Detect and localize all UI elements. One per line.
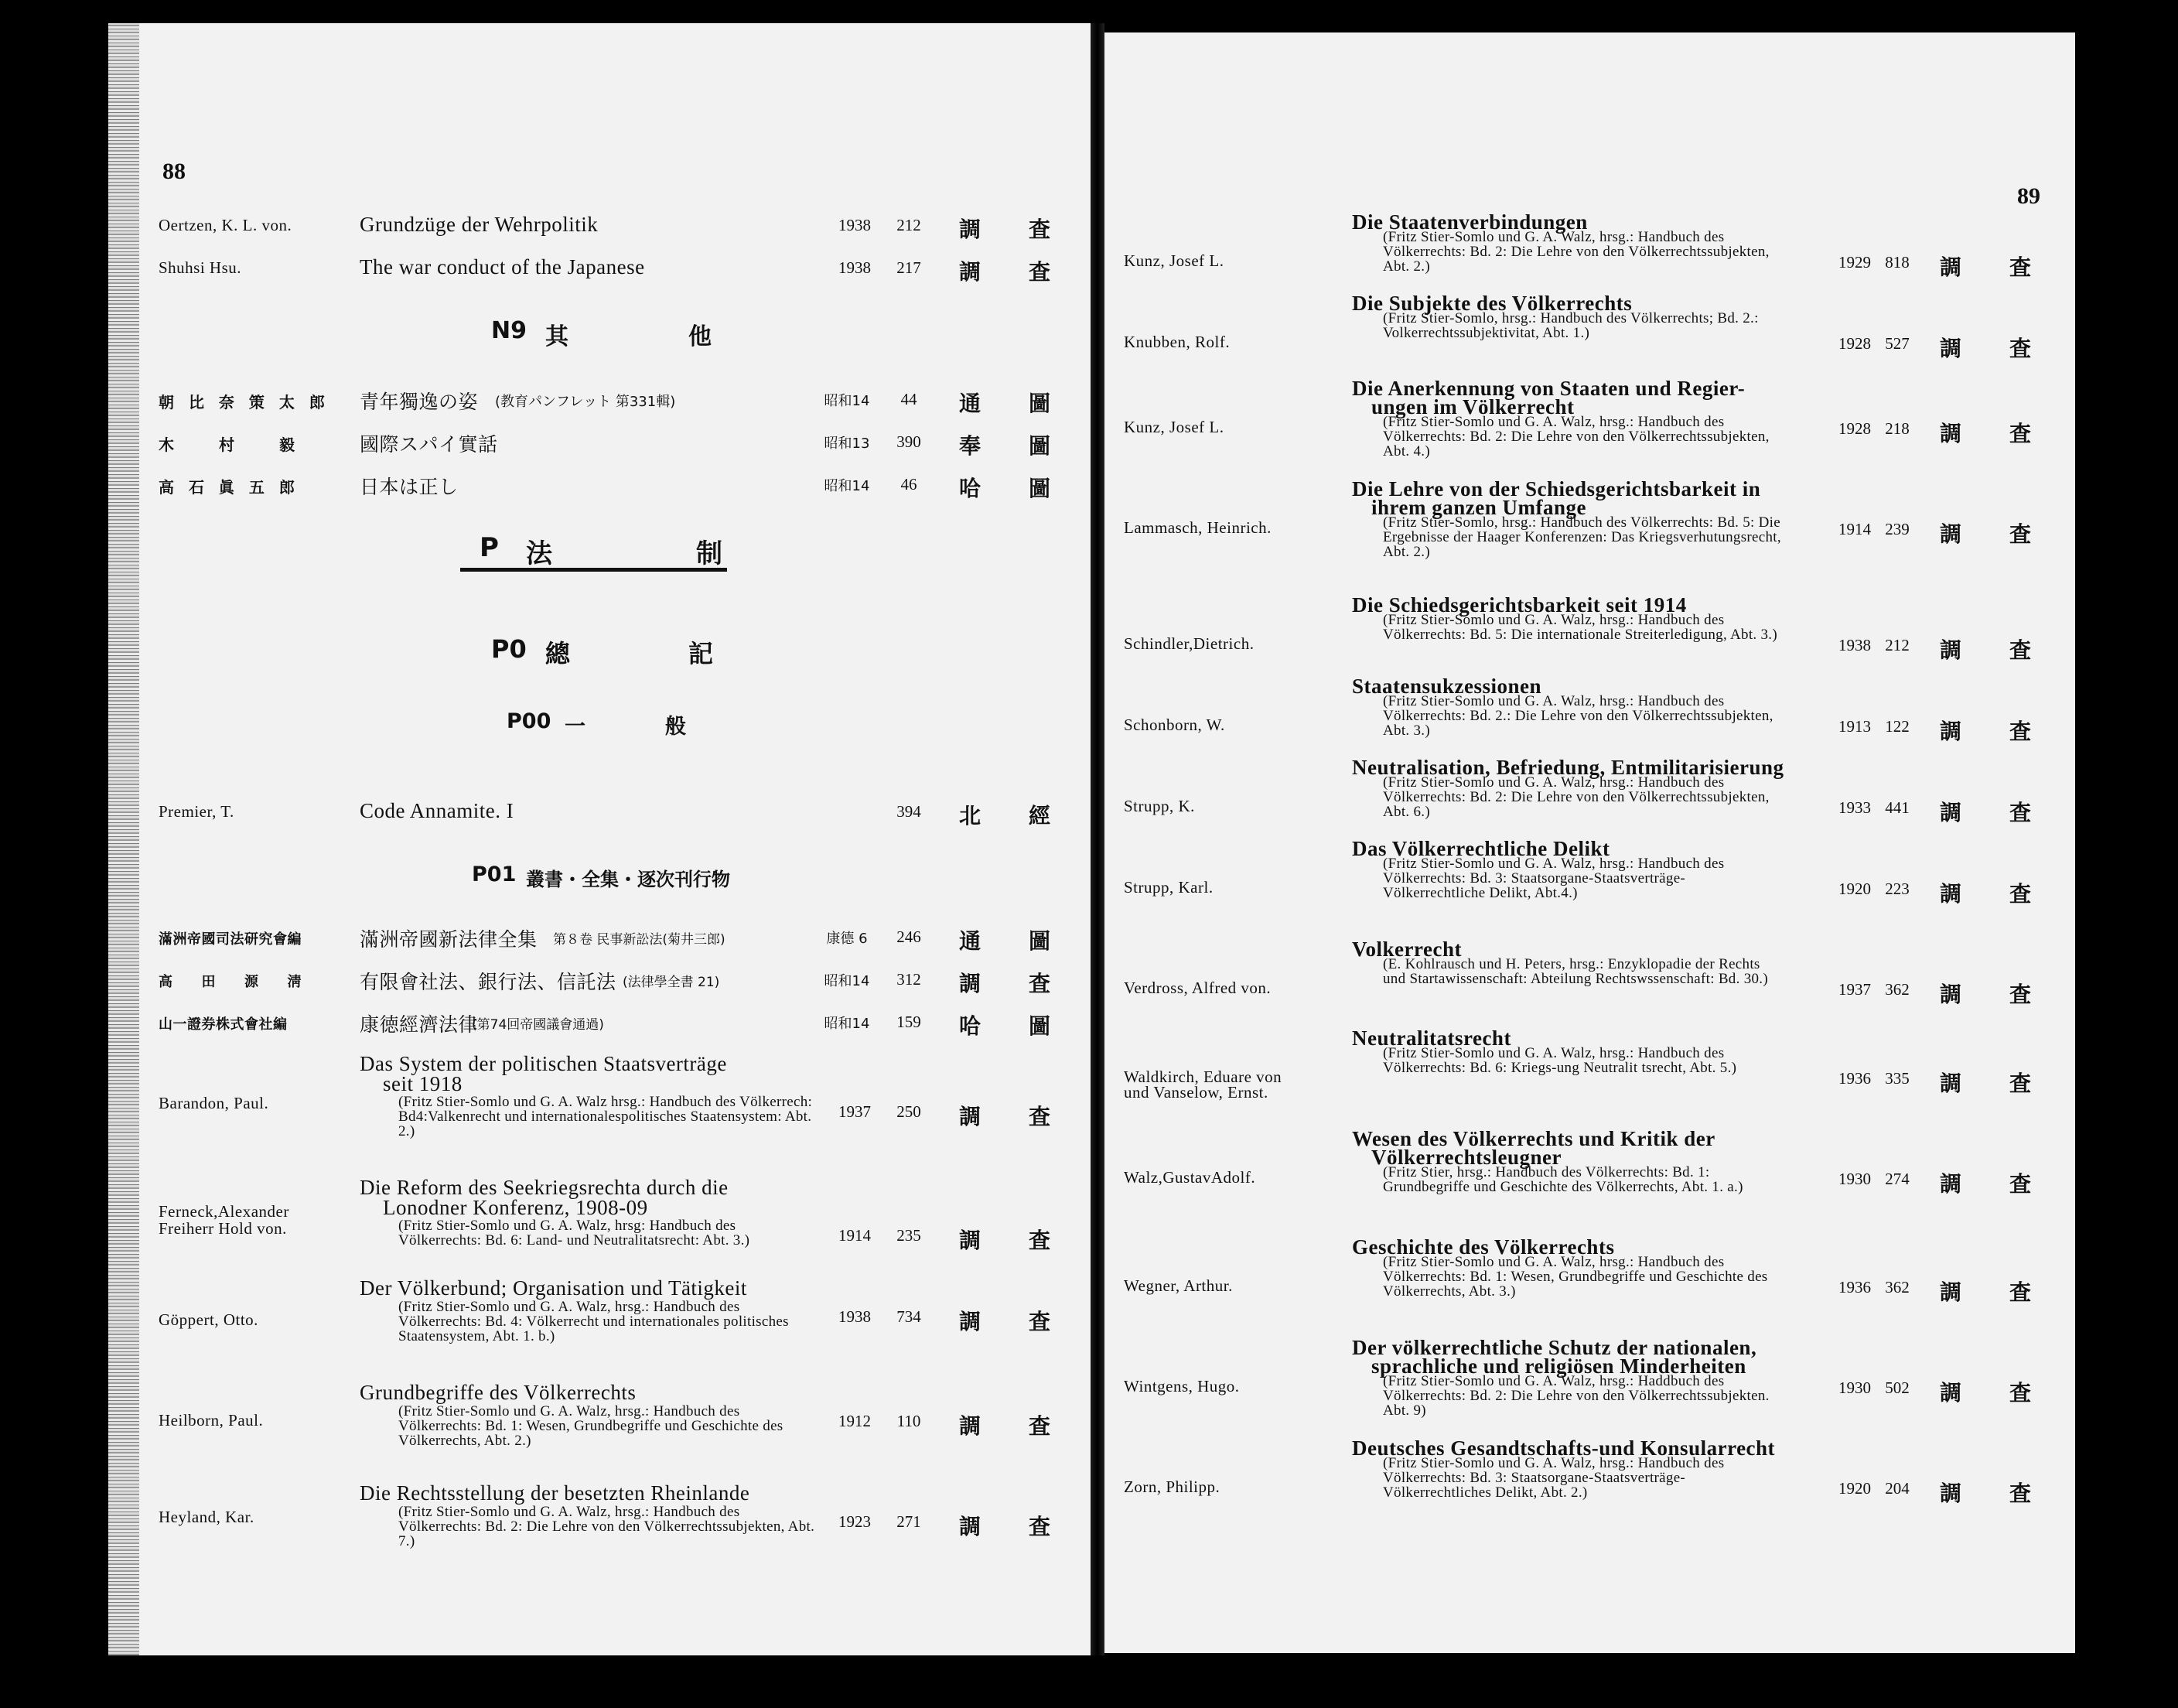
entry-pages: 250 <box>896 1102 921 1121</box>
entry-note: (Fritz Stier-Somlo und G. A. Walz, hrsg.: Handbuch des Völkerrechts: Bd. 6: Kriegs-ung Neutralit tsrecht, Abt. 5.) <box>1383 1045 1737 1076</box>
entry-pages: 204 <box>1885 1479 1910 1498</box>
entry-title: Code Annamite. I <box>360 799 514 822</box>
location-code: 北 <box>959 803 981 828</box>
entry-title: Grundzüge der Wehrpolitik <box>360 213 599 236</box>
classification-code: 査 <box>2009 719 2032 744</box>
classification-code: 査 <box>1029 1514 1051 1539</box>
book-spine <box>1091 23 1104 1655</box>
entry-note: (Fritz Stier-Somlo und G. A. Walz, hrsg.: Handbuch des Völkerrechts: Bd. 1: Wesen, Grundbegriffe und Geschichte des Völkerrechts, Abt. 3.) <box>1383 1254 1768 1300</box>
entry-title: Grundbegriffe des Völkerrechts <box>360 1381 637 1404</box>
entry-year: 昭和14 <box>824 1016 870 1032</box>
classification-code: 圖 <box>1029 928 1051 954</box>
section-code: P01 <box>472 863 517 886</box>
entry-year: 1938 <box>838 216 871 234</box>
entry-title: Die Staatenverbindungen <box>1352 210 1588 234</box>
entry-author: Premier, T. <box>159 802 234 821</box>
entry-author: Heyland, Kar. <box>159 1508 254 1526</box>
page-number: 88 <box>162 159 186 184</box>
entry-author: Wintgens, Hugo. <box>1124 1377 1240 1395</box>
entry-title-cont: ungen im Völkerrecht <box>1371 395 1575 418</box>
classification-code: 査 <box>2009 336 2032 361</box>
entry-year: 1920 <box>1838 880 1871 898</box>
location-code: 調 <box>1940 1071 1962 1096</box>
location-code: 調 <box>1940 881 1962 907</box>
entry-author: Lammasch, Heinrich. <box>1124 518 1272 537</box>
section-title: 記 <box>688 639 714 668</box>
entry-author: Zorn, Philipp. <box>1124 1477 1220 1496</box>
location-code: 通 <box>959 391 981 416</box>
location-code: 調 <box>1940 521 1962 547</box>
entry-author: Strupp, K. <box>1124 797 1195 815</box>
entry-year: 1936 <box>1838 1278 1871 1296</box>
entry-pages: 218 <box>1885 419 1910 438</box>
location-code: 哈 <box>959 1013 981 1039</box>
entry-year: 昭和14 <box>824 478 870 494</box>
page-number: 89 <box>2017 183 2040 209</box>
location-code: 調 <box>959 1413 981 1439</box>
entry-author: Waldkirch, Eduare von und Vanselow, Ernst. <box>1124 1068 1282 1102</box>
entry-pages: 441 <box>1885 798 1910 817</box>
entry-pages: 217 <box>896 258 921 277</box>
entry-year: 1914 <box>1838 520 1871 538</box>
section-code: P00 <box>507 709 551 733</box>
entry-year: 1936 <box>1838 1069 1871 1088</box>
entry-author: Heilborn, Paul. <box>159 1411 264 1430</box>
entry-title: Die Reform des Seekriegsrechta durch die <box>360 1176 729 1199</box>
entry-year: 1938 <box>838 258 871 277</box>
entry-title: 滿洲帝國新法律全集 <box>360 928 538 951</box>
classification-code: 査 <box>2009 982 2032 1007</box>
entry-pages: 110 <box>896 1412 921 1430</box>
entry-pages: 274 <box>1885 1170 1910 1188</box>
entry-title: 有限會社法、銀行法、信託法 <box>360 971 616 993</box>
entry-title: Der Völkerbund; Organisation und Tätigkeit <box>360 1276 747 1300</box>
section-title: 法 <box>526 538 552 569</box>
entry-note: (教育パンフレット 第331輯) <box>495 394 676 410</box>
entry-title: Das System der politischen Staatsverträge <box>360 1052 727 1075</box>
entry-note: (Fritz Stier-Somlo und G. A. Walz, hrsg.: Handbuch des Völkerrechts: Bd. 2: Die Lehre von den Völkerrechtssubjekten, Abt. 2.) <box>1383 229 1770 275</box>
section-title: 制 <box>696 538 722 569</box>
entry-year: 昭和14 <box>824 393 870 409</box>
location-code: 調 <box>1940 982 1962 1007</box>
entry-pages: 271 <box>896 1512 921 1531</box>
entry-note: 第８卷 民事新訟法(菊井三郎) <box>553 932 725 948</box>
classification-code: 査 <box>2009 521 2032 547</box>
entry-note: (Fritz Stier-Somlo und G. A. Walz hrsg.: Handbuch des Völkerrech: Bd4:Valkenrecht und internationalespolitisches Staatensystem: Abt. 2.) <box>398 1094 813 1139</box>
classification-code: 査 <box>2009 1171 2032 1197</box>
location-code: 調 <box>959 1514 981 1539</box>
entry-note: (Fritz Stier-Somlo und G. A. Walz, hrsg.: Handbuch des Völkerrechts: Bd. 2: Die Lehre von den Völkerrechtssubjekten, Abt. 7.) <box>398 1504 815 1549</box>
entry-note: (Fritz Stier-Somlo und G. A. Walz, hrsg.: Handbuch des Völkerrechts: Bd. 2: Die Lehre von den Völkerrechtssubjekten, Abt. 4.) <box>1383 414 1770 459</box>
section-heading-p <box>460 532 727 572</box>
entry-note: (Fritz Stier-Somlo und G. A. Walz, hrsg.: Handbuch des Völkerrechts: Bd. 4: Völkerrecht und internationales politisches Staatensystem, Abt. 1. b.) <box>398 1299 789 1344</box>
entry-year: 1937 <box>838 1102 871 1121</box>
entry-author: Kunz, Josef L. <box>1124 418 1224 436</box>
entry-pages: 362 <box>1885 1278 1910 1296</box>
entry-year: 1920 <box>1838 1479 1871 1498</box>
entry-pages: 362 <box>1885 980 1910 999</box>
section-code: N9 <box>491 317 527 344</box>
location-code: 調 <box>1940 1380 1962 1406</box>
entry-pages: 734 <box>896 1307 921 1326</box>
location-code: 調 <box>959 971 981 996</box>
entry-title: 國際スパイ實話 <box>360 433 498 456</box>
entry-year: 昭和14 <box>824 973 870 989</box>
location-code: 調 <box>959 259 981 285</box>
entry-note: (Fritz Stier-Somlo und G. A. Walz, hrsg: Handbuch des Völkerrechts: Bd. 6: Land- und Neutralitatsrecht: Abt. 3.) <box>398 1218 750 1249</box>
entry-pages: 527 <box>1885 334 1910 353</box>
entry-title-cont: seit 1918 <box>383 1072 463 1095</box>
entry-title: Volkerrecht <box>1352 938 1462 961</box>
entry-author: Schonborn, W. <box>1124 716 1225 734</box>
entry-author: Walz,GustavAdolf. <box>1124 1168 1256 1187</box>
classification-code: 經 <box>1029 803 1051 828</box>
classification-code: 査 <box>1029 971 1051 996</box>
classification-code: 査 <box>1029 217 1051 242</box>
location-code: 調 <box>1940 1279 1962 1305</box>
entry-pages: 223 <box>1885 880 1910 898</box>
entry-note: (Fritz Stier-Somlo und G. A. Walz, hrsg.: Handbuch des Völkerrechts: Bd. 2: Die Lehre von den Völkerrechtssubjekten, Abt. 6.) <box>1383 774 1770 820</box>
entry-note: (第74回帝國議會通過) <box>472 1017 604 1033</box>
entry-note: (Fritz Stier-Somlo und G. A. Walz, hrsg.: Handbuch des Völkerrechts: Bd. 2.: Die Lehre von den Völkerrechtssubjekten, Abt. 3.) <box>1383 693 1773 739</box>
location-code: 奉 <box>959 433 981 459</box>
entry-note: (法律學全書 21) <box>623 975 720 990</box>
entry-year: 康德 6 <box>826 931 868 947</box>
section-title: 叢書・全集・逐次刊行物 <box>526 869 730 890</box>
entry-pages: 818 <box>1885 253 1910 272</box>
entry-title: 青年獨逸の姿 <box>360 391 479 413</box>
entry-note: (Fritz Stier-Somlo und G. A. Walz, hrsg.: Handbuch des Völkerrechts: Bd. 3: Staatsorgane-Staatsverträge-Völkerrechtliche Delikt, Abt.4.) <box>1383 856 1725 901</box>
classification-code: 査 <box>2009 800 2032 825</box>
entry-pages: 159 <box>896 1013 921 1031</box>
right-page <box>1104 32 2075 1653</box>
location-code: 調 <box>959 1309 981 1334</box>
section-title: 般 <box>665 715 686 739</box>
entry-pages: 312 <box>896 970 921 989</box>
classification-code: 査 <box>2009 881 2032 907</box>
page-edge <box>108 23 139 1655</box>
entry-title: Die Schiedsgerichtsbarkeit seit 1914 <box>1352 593 1687 617</box>
entry-author: 滿洲帝國司法研究會編 <box>159 931 302 948</box>
entry-note: (Fritz Stier-Somlo und G. A. Walz, hrsg.: Handbuch des Völkerrechts: Bd. 1: Wesen, Grundbegriffe und Geschichte des Völkerrechts, Abt. 2.) <box>398 1403 783 1449</box>
classification-code: 圖 <box>1029 476 1051 501</box>
entry-note: (Fritz Stier-Somlo, hrsg.: Handbuch des Völkerrechts: Bd. 5: Die Ergebnisse der Haager Konferenzen: Das Kriegsverhutungsrecht, Abt. 2.) <box>1383 514 1781 560</box>
entry-year: 1912 <box>838 1412 871 1430</box>
section-code: P <box>480 532 499 563</box>
classification-code: 査 <box>2009 637 2032 663</box>
entry-title: Die Lehre von der Schiedsgerichtsbarkeit in <box>1352 477 1761 500</box>
entry-title-cont: Lonodner Konferenz, 1908-09 <box>383 1196 648 1219</box>
entry-author: Ferneck,Alexander Freiherr Hold von. <box>159 1202 289 1238</box>
entry-author: Wegner, Arthur. <box>1124 1276 1233 1295</box>
location-code: 調 <box>1940 1481 1962 1506</box>
entry-author: Kunz, Josef L. <box>1124 251 1224 270</box>
left-page <box>108 23 1091 1655</box>
entry-author: Strupp, Karl. <box>1124 878 1214 897</box>
entry-pages: 212 <box>896 216 921 234</box>
entry-note: (Fritz Stier-Somlo und G. A. Walz, hrsg.: Haddbuch des Völkerrechts: Bd. 2: Die Lehre von den Völkerrechtssubjekten. Abt. 9) <box>1383 1373 1770 1419</box>
entry-title: Neutralisation, Befriedung, Entmilitarisierung <box>1352 756 1784 779</box>
entry-year: 1938 <box>1838 636 1871 654</box>
entry-author: Shuhsi Hsu. <box>159 258 242 277</box>
entry-year: 1937 <box>1838 980 1871 999</box>
entry-pages: 335 <box>1885 1069 1910 1088</box>
entry-note: (Fritz Stier-Somlo und G. A. Walz, hrsg.: Handbuch des Völkerrechts: Bd. 3: Staatsorgane-Staatsverträge-Völkerrechtliches Delikt, Abt. 2.) <box>1383 1455 1725 1501</box>
entry-title-cont: Völkerrechtsleugner <box>1371 1146 1562 1169</box>
entry-year: 昭和13 <box>824 436 870 452</box>
entry-title: 日本は正し <box>360 476 459 498</box>
entry-pages: 212 <box>1885 636 1910 654</box>
location-code: 調 <box>1940 336 1962 361</box>
entry-title: Der völkerrechtliche Schutz der nationalen, <box>1352 1336 1757 1359</box>
entry-author: 高 田 源 淸 <box>159 974 302 990</box>
entry-title: Staatensukzessionen <box>1352 675 1542 698</box>
classification-code: 圖 <box>1029 433 1051 459</box>
entry-author: Verdross, Alfred von. <box>1124 979 1272 997</box>
classification-code: 査 <box>1029 1309 1051 1334</box>
entry-year: 1933 <box>1838 798 1871 817</box>
entry-pages: 122 <box>1885 717 1910 736</box>
classification-code: 査 <box>2009 421 2032 446</box>
classification-code: 査 <box>2009 254 2032 280</box>
location-code: 哈 <box>959 476 981 501</box>
entry-pages: 390 <box>896 432 921 451</box>
classification-code: 査 <box>1029 1228 1051 1253</box>
entry-pages: 46 <box>900 475 917 494</box>
classification-code: 査 <box>2009 1481 2032 1506</box>
entry-year: 1930 <box>1838 1170 1871 1188</box>
location-code: 調 <box>1940 254 1962 280</box>
entry-title: The war conduct of the Japanese <box>360 255 645 278</box>
entry-title: Deutsches Gesandtschafts-und Konsularrecht <box>1352 1436 1776 1460</box>
location-code: 調 <box>1940 800 1962 825</box>
section-title: 總 <box>545 639 571 668</box>
entry-title: Die Rechtsstellung der besetzten Rheinlande <box>360 1481 750 1505</box>
classification-code: 査 <box>2009 1071 2032 1096</box>
classification-code: 査 <box>1029 259 1051 285</box>
location-code: 調 <box>959 1228 981 1253</box>
entry-title: 康徳經濟法律 <box>360 1013 479 1036</box>
entry-note: (E. Kohlrausch und H. Peters, hrsg.: Enzyklopadie der Rechts und Startawissenschaft: Abteilung Rechtswssenschaft: Bd. 30.) <box>1383 956 1768 987</box>
entry-author: Göppert, Otto. <box>159 1310 258 1329</box>
entry-note: (Fritz Stier-Somlo und G. A. Walz, hrsg.: Handbuch des Völkerrechts: Bd. 5: Die internationale Streiterledigung, Abt. 3.) <box>1383 612 1777 643</box>
entry-author: 朝 比 奈 策 太 郎 <box>159 393 329 412</box>
entry-year: 1930 <box>1838 1378 1871 1397</box>
entry-title: Das Völkerrechtliche Delikt <box>1352 837 1610 860</box>
entry-title: Die Anerkennung von Staaten und Regier- <box>1352 377 1746 400</box>
entry-pages: 394 <box>896 802 921 821</box>
section-code: P0 <box>491 634 527 664</box>
entry-pages: 502 <box>1885 1378 1910 1397</box>
entry-note: (Fritz Stier-Somlo, hrsg.: Handbuch des Völkerrechts; Bd. 2.: Volkerrechtssubjektivitat, Abt. 1.) <box>1383 310 1759 341</box>
entry-author: 木 村 毅 <box>159 436 299 454</box>
entry-pages: 246 <box>896 927 921 946</box>
location-code: 調 <box>959 217 981 242</box>
location-code: 調 <box>1940 719 1962 744</box>
entry-year: 1928 <box>1838 334 1871 353</box>
entry-title: Neutralitatsrecht <box>1352 1027 1511 1050</box>
section-title: 他 <box>688 323 712 350</box>
section-title: 一 <box>565 715 585 739</box>
entry-title-cont: ihrem ganzen Umfange <box>1371 496 1586 519</box>
location-code: 調 <box>1940 1171 1962 1197</box>
entry-year: 1914 <box>838 1226 871 1245</box>
location-code: 調 <box>1940 637 1962 663</box>
entry-author: Knubben, Rolf. <box>1124 333 1231 351</box>
entry-author: 高 石 眞 五 郎 <box>159 478 299 497</box>
classification-code: 査 <box>1029 1104 1051 1129</box>
entry-title: Wesen des Völkerrechts und Kritik der <box>1352 1127 1715 1150</box>
location-code: 調 <box>1940 421 1962 446</box>
section-title: 其 <box>545 323 568 350</box>
classification-code: 圖 <box>1029 1013 1051 1039</box>
entry-pages: 235 <box>896 1226 921 1245</box>
entry-year: 1929 <box>1838 253 1871 272</box>
classification-code: 圖 <box>1029 391 1051 416</box>
entry-year: 1913 <box>1838 717 1871 736</box>
entry-title: Geschichte des Völkerrechts <box>1352 1235 1615 1259</box>
entry-author: 山一證券株式會社編 <box>159 1016 288 1033</box>
classification-code: 査 <box>1029 1413 1051 1439</box>
entry-year: 1923 <box>838 1512 871 1531</box>
classification-code: 査 <box>2009 1380 2032 1406</box>
location-code: 通 <box>959 928 981 954</box>
entry-year: 1938 <box>838 1307 871 1326</box>
entry-pages: 44 <box>900 390 917 408</box>
entry-author: Oertzen, K. L. von. <box>159 216 292 234</box>
entry-title: Die Subjekte des Völkerrechts <box>1352 292 1633 315</box>
entry-pages: 239 <box>1885 520 1910 538</box>
classification-code: 査 <box>2009 1279 2032 1305</box>
location-code: 調 <box>959 1104 981 1129</box>
entry-note: (Fritz Stier, hrsg.: Handbuch des Völkerrechts: Bd. 1: Grundbegriffe und Geschichte des Völkerrechts, Abt. 1. a.) <box>1383 1164 1743 1195</box>
entry-year: 1928 <box>1838 419 1871 438</box>
entry-title-cont: sprachliche und religiösen Minderheiten <box>1371 1354 1746 1378</box>
entry-author: Barandon, Paul. <box>159 1094 269 1112</box>
entry-author: Schindler,Dietrich. <box>1124 634 1255 653</box>
